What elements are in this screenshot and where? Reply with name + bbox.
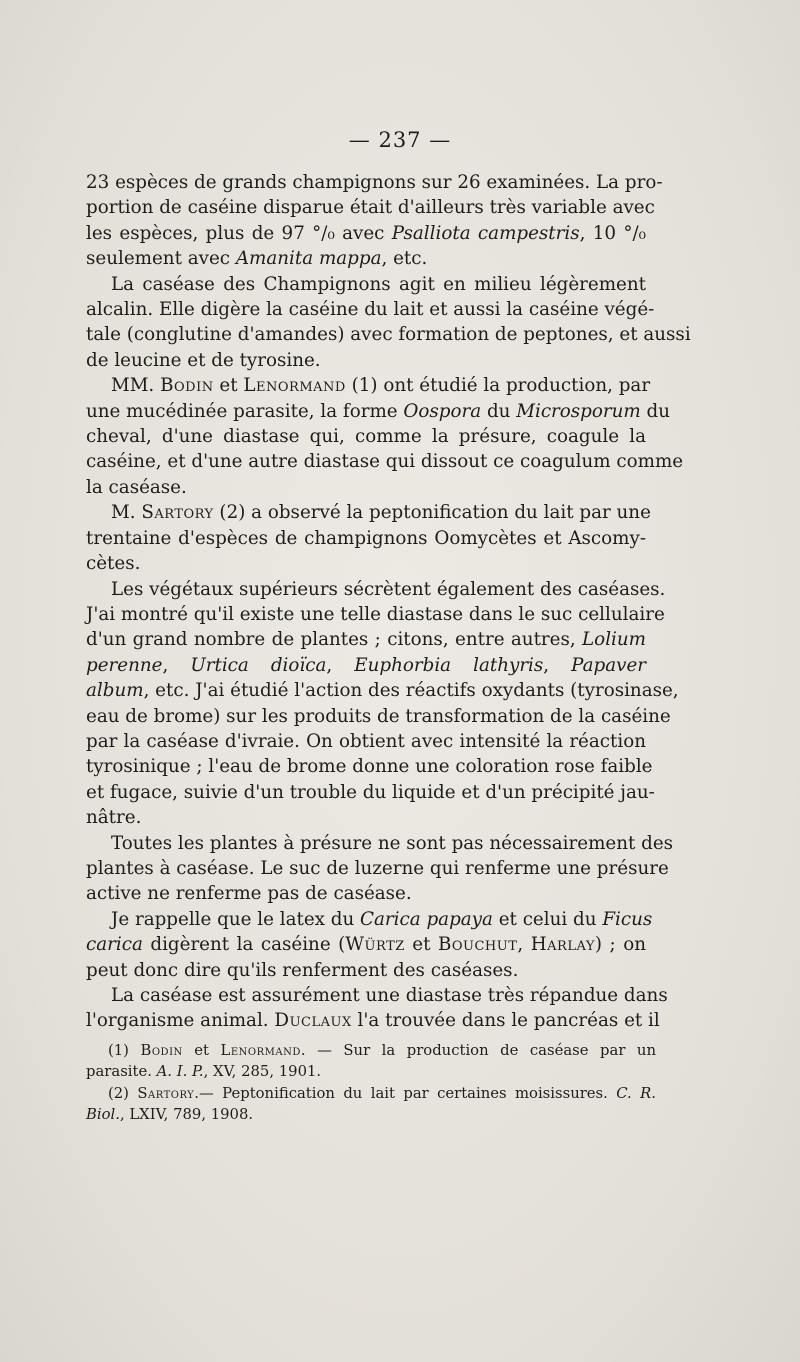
paragraph-start: La caséase est assurément une diastase très répandue dans — [111, 985, 668, 1006]
text-line: plantes à caséase. Le suc de luzerne qui renferme une présure — [86, 857, 669, 879]
text-line: tyrosinique ; l'eau de brome donne une coloration rose faible — [86, 756, 653, 778]
text-line: de leucine et de tyrosine. — [86, 349, 321, 371]
text-line: et fugace, suivie d'un trouble du liquide et d'un précipité jau- — [86, 781, 655, 803]
text-line: alcalin. Elle digère la caséine du lait et aussi la caséine végé- — [86, 299, 655, 321]
body-text — [86, 170, 691, 1034]
paragraph-start: Toutes les plantes à présure ne sont pas nécessairement des — [111, 832, 674, 854]
page-number: — 237 — — [348, 128, 452, 152]
text-line: 23 espèces de grands champignons sur 26 examinées. La pro- — [86, 172, 663, 193]
text-line: par la caséase d'ivraie. On obtient avec intensité la réaction — [86, 730, 646, 752]
footnote-1: (1) Bodin et Lenormand. — Sur la production de caséase par un — [108, 1042, 656, 1059]
text-line: l'organisme animal. Duclaux l'a trouvée dans le pancréas et il — [86, 1010, 660, 1032]
text-line: peut donc dire qu'ils renferment des caséases. — [86, 959, 519, 981]
text-line: perenne, Urtica dioïca, Euphorbia lathyris, Papaver — [86, 654, 647, 676]
text-line: tale (conglutine d'amandes) avec formation de peptones, et aussi — [86, 324, 691, 346]
text-line: seulement avec Amanita mappa, etc. — [86, 248, 428, 270]
text-line: J'ai montré qu'il existe une telle diastase dans le suc cellulaire — [86, 603, 665, 625]
text-line: eau de brome) sur les produits de transformation de la caséine — [86, 705, 671, 727]
text-line: carica digèrent la caséine (Würtz et Bouchut, Harlay) ; on — [86, 934, 646, 956]
text-line: trentaine d'espèces de champignons Oomycètes et Ascomy- — [86, 527, 646, 549]
text-line: d'un grand nombre de plantes ; citons, entre autres, Lolium — [86, 629, 646, 651]
footnote-2-cont: Biol., LXIV, 789, 1908. — [86, 1106, 254, 1124]
text-line: portion de caséine disparue était d'ailleurs très variable avec — [86, 197, 655, 219]
paragraph-start: M. Sartory (2) a observé la peptonification du lait par une — [111, 502, 651, 524]
paragraph-start: MM. Bodin et Lenormand (1) ont étudié la production, par — [111, 375, 651, 397]
text-line: nâtre. — [86, 807, 142, 829]
paragraph-start: La caséase des Champignons agit en milieu légèrement — [111, 273, 646, 295]
text-line: active ne renferme pas de caséase. — [86, 883, 412, 905]
text-line: une mucédinée parasite, la forme Oospora du Microsporum du — [86, 400, 671, 422]
footnotes — [86, 1040, 656, 1126]
text-line: album, etc. J'ai étudié l'action des réactifs oxydants (tyrosinase, — [86, 680, 679, 702]
text-line: cheval, d'une diastase qui, comme la présure, coagule la — [86, 426, 646, 448]
text-line: les espèces, plus de 97 °/₀ avec Psalliota campestris, 10 °/₀ — [86, 222, 646, 244]
paragraph-start: Les végétaux supérieurs sécrètent également des caséases. — [111, 578, 666, 600]
footnote-1-cont: parasite. A. I. P., XV, 285, 1901. — [86, 1063, 322, 1081]
text-line: la caséase. — [86, 476, 187, 498]
text-line: cètes. — [86, 553, 141, 575]
text-line: caséine, et d'une autre diastase qui dissout ce coagulum comme — [86, 451, 684, 473]
footnote-2: (2) Sartory.— Peptonification du lait par certaines moisissures. C. R. — [108, 1084, 657, 1102]
paragraph-start: Je rappelle que le latex du Carica papaya et celui du Ficus — [111, 908, 653, 930]
